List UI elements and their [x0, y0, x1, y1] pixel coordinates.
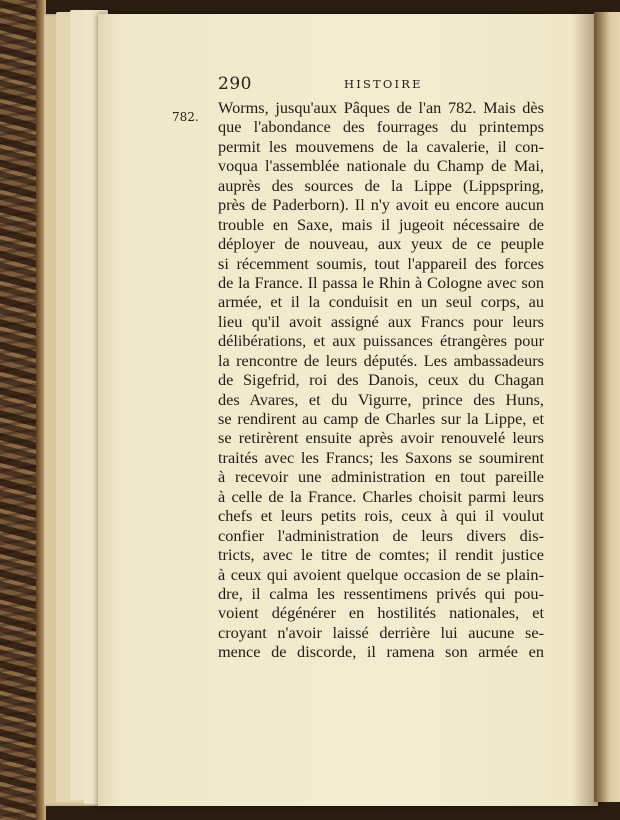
text-line: lieu qu'il avoit assigné aux Francs pour leurs	[218, 311, 544, 331]
facing-page-edge	[594, 12, 620, 802]
text-line: se rendirent au camp de Charles sur la Lippe, et	[218, 409, 544, 428]
text-line: trouble en Saxe, mais il jugeoit nécessaire de	[218, 214, 544, 234]
text-line: à celle de la France. Charles choisit parmi leurs	[218, 486, 544, 506]
text-line: mence de discorde, il ramena son armée en	[218, 642, 544, 662]
margin-year-note: 782.	[172, 110, 199, 124]
text-line: voqua l'assemblée nationale du Champ de Mai,	[218, 156, 544, 176]
running-head	[98, 74, 598, 98]
text-line: croyant n'avoir laissé derrière lui aucune se-	[218, 622, 544, 642]
text-line: délibérations, et aux puissances étrangères pour	[218, 331, 544, 351]
text-line: Worms, jusqu'aux Pâques de l'an 782. Mais dès	[218, 98, 544, 117]
text-line: près de Paderborn). Il n'y avoit eu encore aucun	[218, 195, 544, 215]
text-line: armée, et il la conduisit en un seul corps, au	[218, 292, 544, 312]
page-number: 290	[218, 74, 252, 94]
text-line: permit les mouvemens de la cavalerie, il con-	[218, 136, 544, 156]
text-line: se retirèrent ensuite après avoir renouvelé leurs	[218, 428, 544, 448]
text-line: si récemment soumis, tout l'appareil des forces	[218, 253, 544, 273]
text-line: la rencontre de leurs députés. Les ambassadeurs	[218, 350, 544, 370]
text-line: déployer de nouveau, aux yeux de ce peuple	[218, 234, 544, 254]
text-line: tricts, avec le titre de comtes; il rendit justice	[218, 545, 544, 565]
text-line: de Sigefrid, roi des Danois, ceux du Chagan	[218, 370, 544, 390]
text-line: confier l'administration de leurs divers dis-	[218, 525, 544, 545]
body-text	[218, 98, 544, 662]
text-line: traités avec les Francs; les Saxons se soumirent	[218, 447, 544, 467]
book-page	[98, 14, 598, 806]
text-line: que l'abondance des fourrages du printemps	[218, 117, 544, 137]
text-line: de la France. Il passa le Rhin à Cologne avec son	[218, 272, 544, 292]
text-line: voient dégénérer en hostilités nationales, et	[218, 603, 544, 623]
text-line: dre, il calma les ressentimens privés qui pou-	[218, 583, 544, 603]
text-line: auprès des sources de la Lippe (Lippspring,	[218, 175, 544, 195]
text-line: à recevoir une administration en tout pareille	[218, 467, 544, 487]
running-head-title: HISTOIRE	[344, 77, 423, 91]
text-line: à ceux qui avoient quelque occasion de se plain-	[218, 564, 544, 584]
text-line: chefs et leurs petits rois, ceux à qui il voulut	[218, 506, 544, 526]
text-line: des Avares, et du Vigurre, prince des Huns,	[218, 389, 544, 409]
